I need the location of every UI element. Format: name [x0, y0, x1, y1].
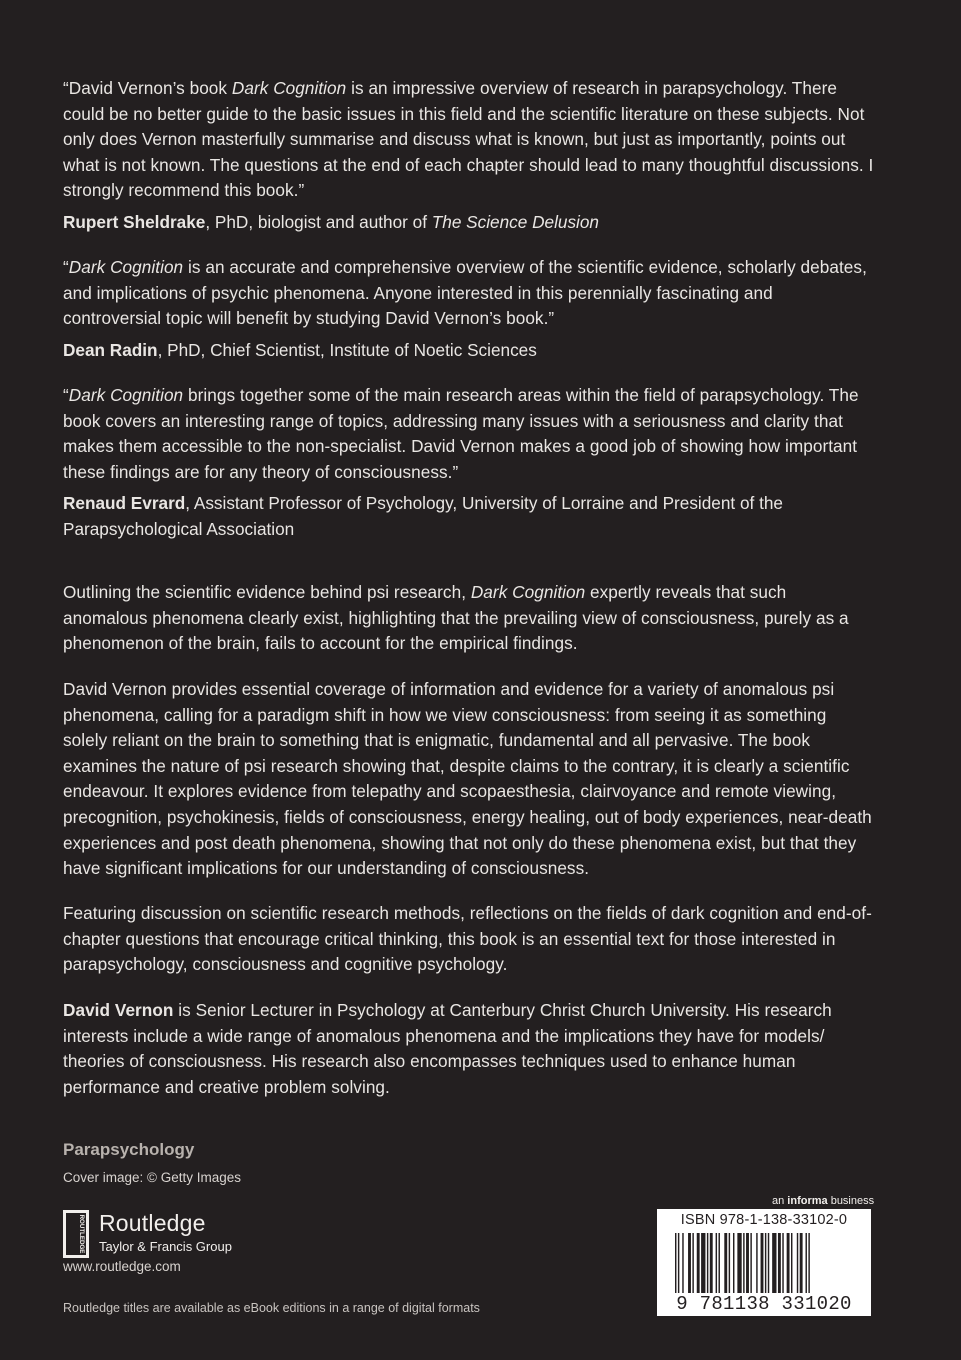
endorsement-attribution: Renaud Evrard, Assistant Professor of Psychology, University of Lorraine and President of the Parapsychological Association [63, 493, 783, 539]
informa-business-label: an informa business [772, 1195, 875, 1207]
isbn-barcode [657, 1209, 871, 1316]
barcode-bar [797, 1233, 798, 1293]
author-name: David Vernon [63, 1000, 174, 1020]
endorsement-1 [63, 76, 875, 236]
publisher-logo [63, 1208, 263, 1258]
publisher-name: Routledge [99, 1210, 206, 1236]
barcode-bar [710, 1233, 713, 1293]
barcode-bar [692, 1233, 693, 1293]
barcode-bar [724, 1233, 727, 1293]
endorsement-attribution: Rupert Sheldrake, PhD, biologist and author of The Science Delusion [63, 211, 599, 232]
barcode-bar [716, 1233, 717, 1293]
barcode-bar [719, 1233, 720, 1293]
barcode-bar [768, 1233, 769, 1293]
barcode-bar [800, 1233, 803, 1293]
barcode-bar [729, 1233, 730, 1293]
barcode-bar [791, 1233, 792, 1293]
blurb-paragraph-3: Featuring discussion on scientific research methods, reflections on the fields of dark cognition and end-of-chapter questions that encourage critical thinking, this book is an essential text for those interested in parapsychology, consciousness and cognitive psychology. [63, 903, 872, 975]
barcode-bar [701, 1233, 705, 1293]
barcode-bar [733, 1233, 734, 1293]
book-title: Dark Cognition [231, 78, 347, 98]
endorsement-quote: “Dark Cognition brings together some of the main research areas within the field of parapsychology. The book covers an interesting range of topics, addressing many issues with a seriousness and clarity that makes them accessible to the non-specialist. David Vernon makes a good job of showing how important these findings are for any theory of consciousness.” [63, 385, 859, 482]
barcode-bar [756, 1233, 757, 1293]
barcode-bar [772, 1233, 776, 1293]
ebook-note: Routledge titles are available as eBook editions in a range of digital formats [63, 1301, 480, 1315]
barcode-bar [778, 1233, 781, 1293]
book-title: Dark Cognition [68, 257, 184, 277]
book-title: Dark Cognition [470, 582, 586, 602]
barcode-bar [746, 1233, 749, 1293]
endorser-name: Renaud Evrard [63, 493, 186, 514]
endorsement-attribution: Dean Radin, PhD, Chief Scientist, Institute of Noetic Sciences [63, 339, 537, 360]
barcode-bar [787, 1233, 790, 1293]
barcode-bar [782, 1233, 783, 1293]
endorsement-quote: “David Vernon’s book Dark Cognition is an impressive overview of research in parapsychology. There could be no better guide to the basic issues in this field and the scientific literature on these subjects. Not only does Vernon masterfully summarise and discuss what is known, but just as importantly, points out what is not known. The questions at the end of each chapter should lead to many thoughtful discussions. I strongly recommend this book.” [63, 78, 874, 201]
barcode-bar [678, 1233, 679, 1293]
blurb-paragraph-1: Outlining the scientific evidence behind psi research, Dark Cognition expertly reveals that such anomalous phenomena clearly exist, highlighting that the prevailing view of consciousness, purely as a phenomenon of the brain, fails to account for the empirical findings. [63, 582, 849, 654]
book-title: Dark Cognition [68, 385, 184, 405]
endorsement-2 [63, 255, 875, 363]
isbn-label: ISBN 978-1-138-33102-0 [680, 1212, 848, 1228]
barcode-bar [682, 1233, 683, 1293]
barcode-digits: 9 781138 331020 [676, 1293, 852, 1315]
endorsement-quote: “Dark Cognition is an accurate and comprehensive overview of the scientific evidence, scholarly debates, and implications of psychic phenomena. Anyone interested in this perennially fascinating and controversial topic will benefit by studying David Vernon’s book.” [63, 257, 867, 329]
barcode-bar [707, 1233, 708, 1293]
routledge-logo-icon [63, 1210, 89, 1258]
barcode-bar [743, 1233, 744, 1293]
barcode-bar [750, 1233, 751, 1293]
svg-text:ROUTLEDGE: ROUTLEDGE [78, 1214, 85, 1254]
barcode-bar [688, 1233, 691, 1293]
barcode-bar [675, 1233, 676, 1293]
barcode-bars [675, 1233, 853, 1293]
barcode-bar [697, 1233, 700, 1293]
barcode-bar [808, 1233, 809, 1293]
barcode-bar [806, 1233, 807, 1293]
endorser-name: Rupert Sheldrake [63, 211, 206, 232]
publisher-group: Taylor & Francis Group [99, 1239, 232, 1254]
subject-category: Parapsychology [63, 1140, 195, 1159]
endorser-name: Dean Radin [63, 339, 158, 360]
author-bio: David Vernon is Senior Lecturer in Psychology at Canterbury Christ Church University. His research interests include a wide range of anomalous phenomena and the implications they have for models/ theories of consciousness. His research also encompasses techniques used to enhance human performance and creative problem solving. [63, 1000, 832, 1097]
endorsement-3 [63, 383, 875, 543]
barcode-bar [761, 1233, 764, 1293]
publisher-website[interactable]: www.routledge.com [63, 1259, 181, 1274]
blurb-paragraph-2: David Vernon provides essential coverage of information and evidence for a variety of anomalous psi phenomena, calling for a paradigm shift in how we view consciousness: from seeing it as something solely reliant on the brain to something that is enigmatic, fundamental and all pervasive. The book examines the nature of psi research showing that, despite claims to the contrary, it is clearly a scientific endeavour. It explores evidence from telepathy and scopaesthesia, clairvoyance and remote viewing, precognition, psychokinesis, fields of consciousness, energy healing, out of body experiences, near-death experiences and post death phenomena, showing that not only do these phenomena exist, but that they have significant implications for our understanding of consciousness. [63, 679, 872, 879]
barcode-bar [765, 1233, 766, 1293]
cover-credit: Cover image: © Getty Images [63, 1170, 242, 1185]
barcode-bar [737, 1233, 741, 1293]
